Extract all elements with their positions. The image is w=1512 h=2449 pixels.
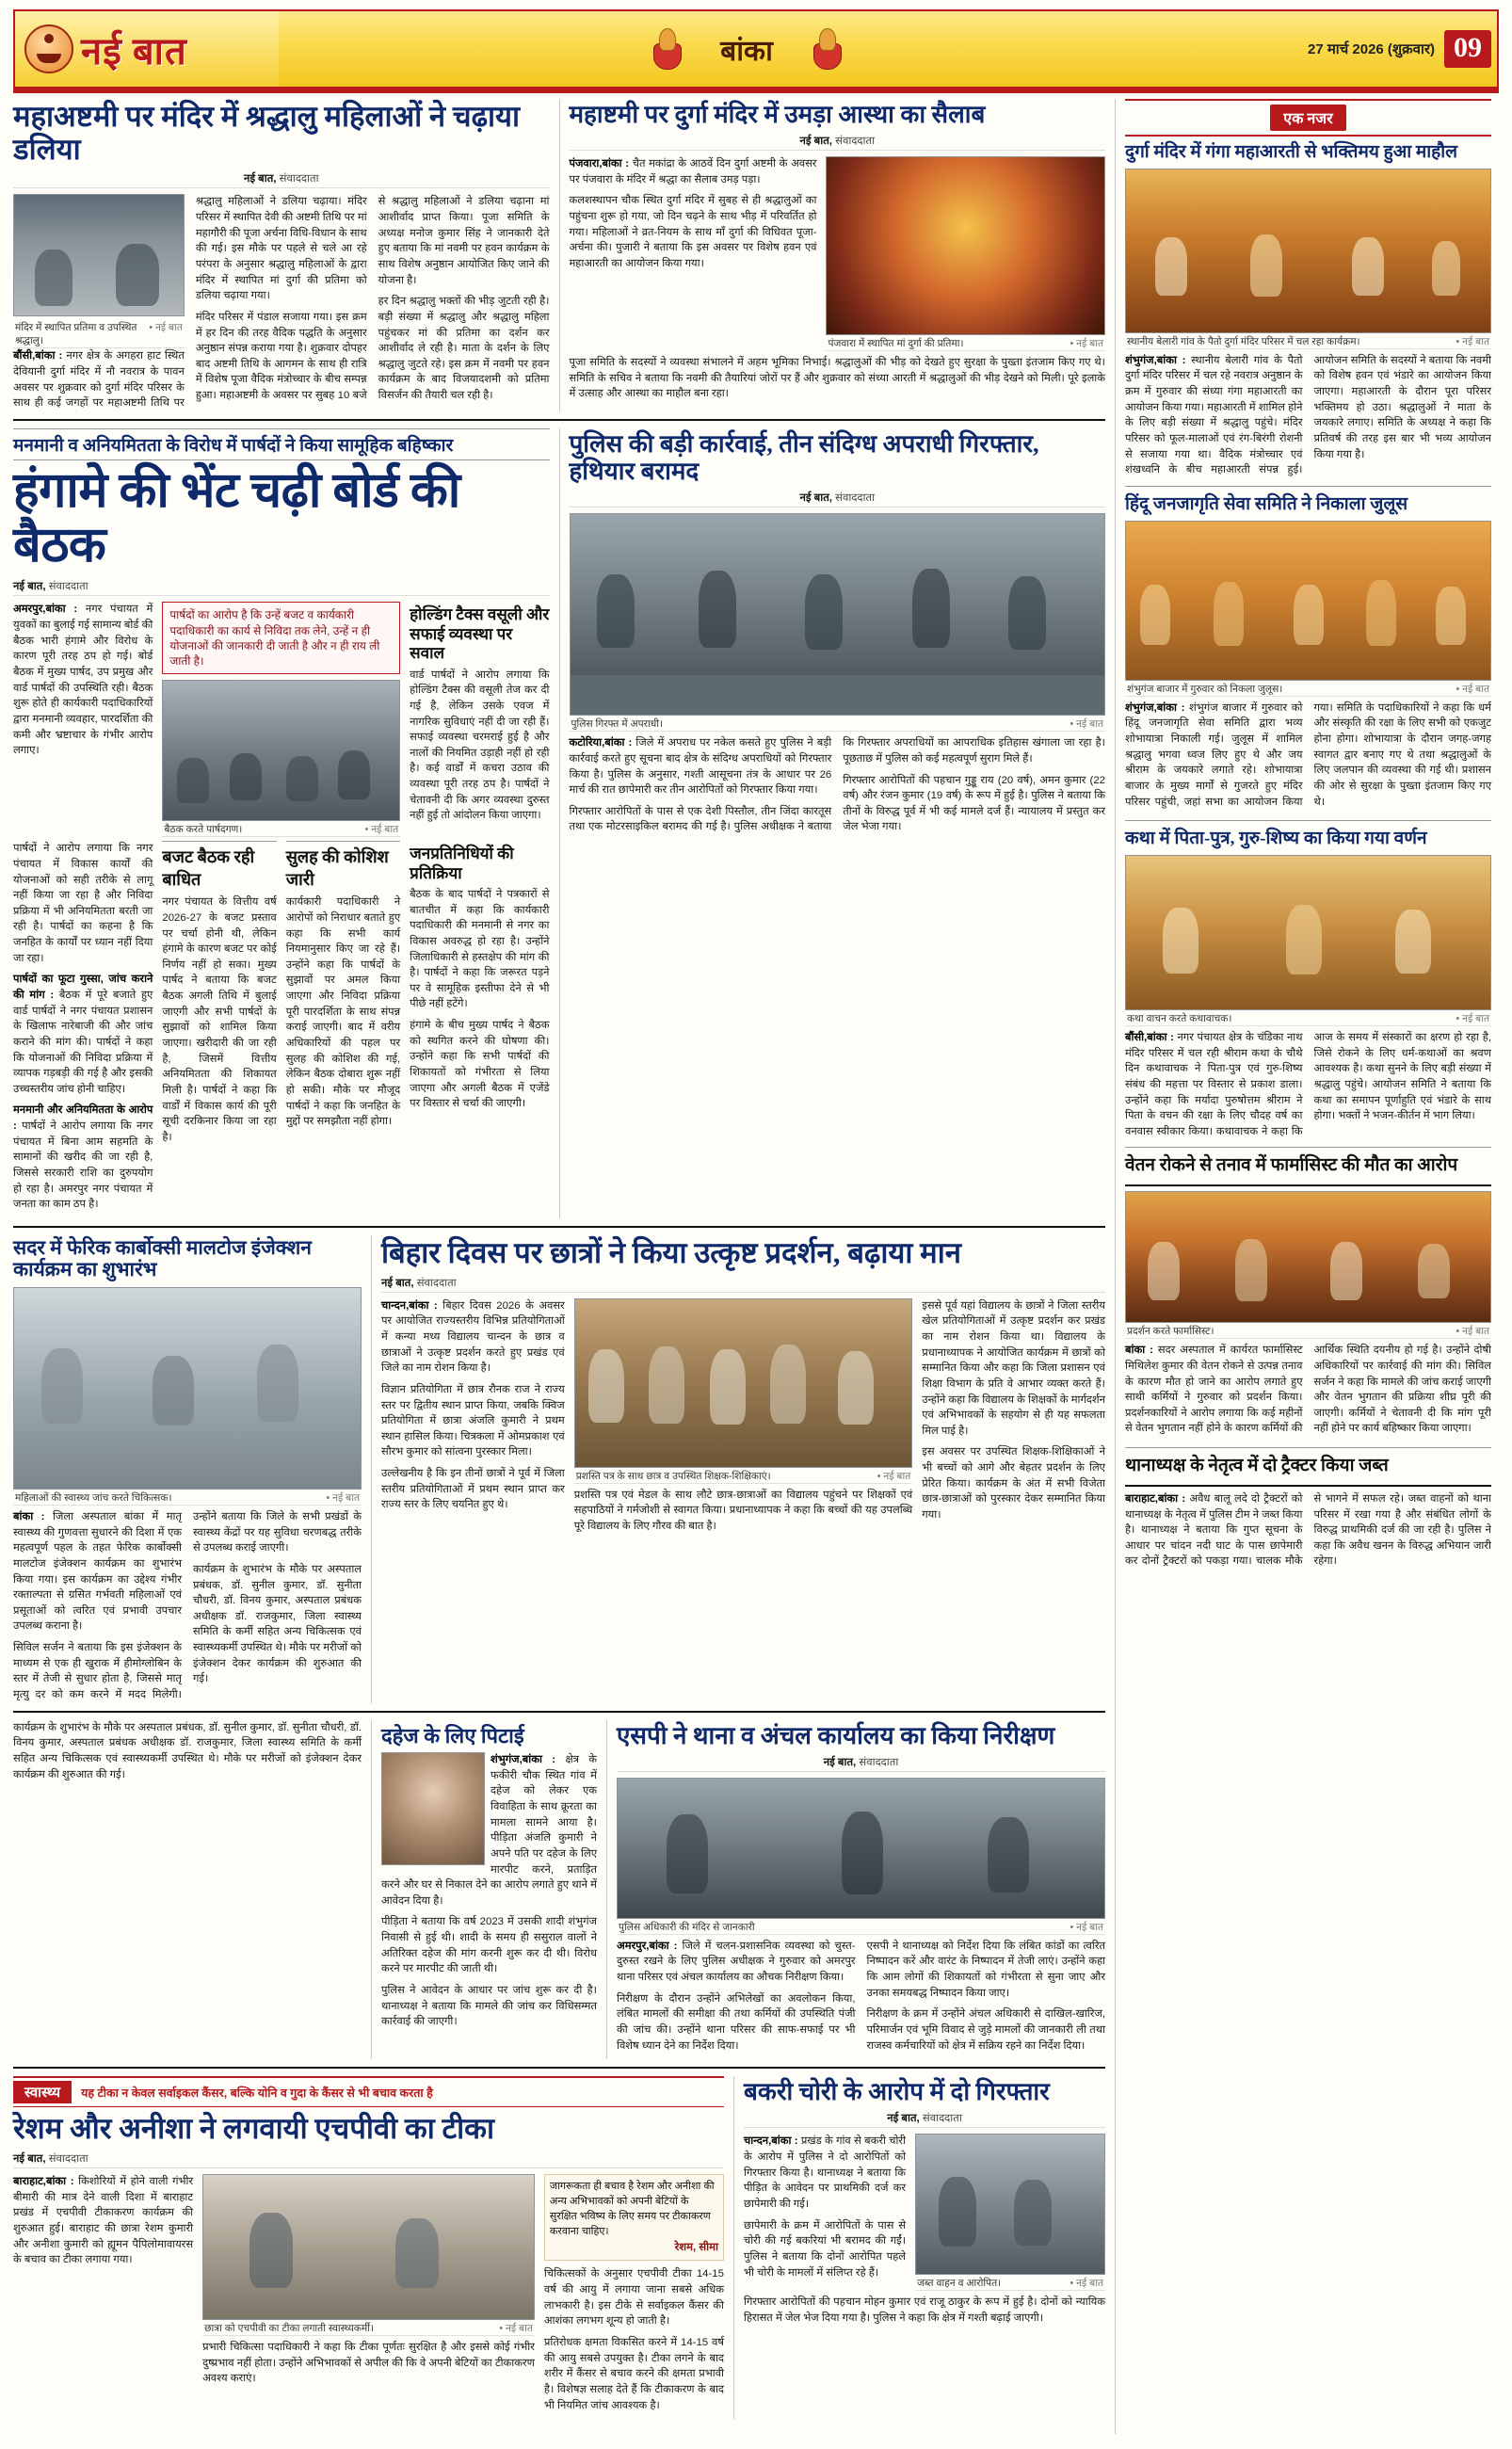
paragraph: नगर पंचायत के वित्तीय वर्ष 2026-27 के बजट प्रस्ताव पर चर्चा होनी थी, लेकिन हंगामे के कारण बजट पर कोई निर्णय नहीं हो सका। मुख्य पार्षद ने बताया कि बजट बैठक अगली तिथि में बुलाई जाएगी और सभी पार्षदों के सुझावों को शामिल किया जाएगा। खरीदारी की जा रही है, जिसमें वित्तीय अनियमितता की शिकायत मिली है। पार्षदों ने कहा कि वार्डों में विकास कार्य की पूरी सूची दरकिनार किया जा रहा है। bbox=[162, 896, 277, 1143]
paragraph: कलशस्थापन चौक स्थित दुर्गा मंदिर में सुबह से ही श्रद्धालुओं का पहुंचना शुरू हो गया, जो दिन चढ़ने के साथ भीड़ में परिवर्तित हो गया। महिलाओं ने व्रत-नियम के साथ माँ दुर्गा की विधिवत पूजा-अर्चना की। पुजारी ने बताया कि इस अवसर पर विशेष हवन एवं महाआरती का आयोजन किया गया। bbox=[569, 195, 817, 269]
paragraph: बौंसी,बांका : नगर क्षेत्र के अगहरा हाट स्थित देवियानी दुर्गा मंदिर में नौ नवरात्र के पावन अवसर पर शुक्रवार को दुर्गा मंदिर परिसर के साथ ही कई जगहों पर महाअष्टमी तिथि पर श्रद्धालु महिलाओं ने डलिया चढ़ाया। मंदिर परिसर में स्थापित देवी की अष्टमी तिथि पर मां महागौरी की पूजा अर्चना विधि-विधान के साथ की गई। इस मौके पर पहले से चले आ रहे परंपरा के अनुसार श्रद्धालु महिलाओं के द्वारा मंदिर में स्थापित मां दुर्गा की प्रतिमा को डलिया चढ़ाया गया। bbox=[13, 196, 367, 410]
third-section bbox=[13, 1235, 1105, 1713]
sidebox-title: सुलह की कोशिश जारी bbox=[285, 847, 389, 890]
paragraph: बैठक के बाद पार्षदों ने पत्रकारों से बातचीत में कहा कि कार्यकारी पदाधिकारी की मनमानी से नगर का विकास अवरुद्ध हो रहा है। उन्होंने जिलाधिकारी से हस्तक्षेप की मांग की है। पार्षदों ने कहा कि जरूरत पड़ने पर वे सामूहिक इस्तीफा देने से भी पीछे नहीं हटेंगे। bbox=[410, 889, 550, 1010]
article-body bbox=[570, 735, 1106, 838]
photo-caption: पुलिस गिरफ्त में अपराधी। • नई बात bbox=[570, 716, 1106, 732]
paragraph: उल्लेखनीय है कि इन तीनों छात्रों ने पूर्व में जिला स्तरीय प्रतियोगिताओं में प्रथम स्थान प्राप्त कर राज्य स्तर के लिए चयनित हुए थे। bbox=[381, 1468, 565, 1511]
byline: नई बात, संवाददाता bbox=[13, 579, 550, 596]
sidebox-reconciliation bbox=[286, 841, 400, 1151]
ek-nazar-column bbox=[1115, 99, 1491, 2434]
paragraph: अमरपुर,बांका : जिले में चलन-प्रशासनिक व्यवस्था को चुस्त-दुरुस्त रखने के लिए पुलिस अधीक्षक ने गुरुवार को अमरपुर थाना परिसर एवं अंचल कार्यालय का औचक निरीक्षण किया। bbox=[617, 1940, 856, 1984]
right-item-pharmacist bbox=[1125, 1155, 1491, 1448]
headline: हंगामे की भेंट चढ़ी बोर्ड की बैठक bbox=[13, 464, 460, 573]
photo-caption: महिलाओं की स्वास्थ्य जांच करते चिकित्सक। • नई बात bbox=[13, 1490, 362, 1506]
photo-caption: कथा वाचन करते कथावाचक। • नई बात bbox=[1125, 1010, 1491, 1026]
headline: वेतन रोकने से तनाव में फार्मासिस्ट की मौत का आरोप bbox=[1125, 1155, 1491, 1186]
byline: नई बात, संवाददाता bbox=[381, 1276, 1105, 1293]
paragraph: बाराहाट,बांका : किशोरियों में होने वाली गंभीर बीमारी की मात्र देने वाली दिशा में बाराहाट प्रखंड में एचपीवी टीकाकरण कार्यक्रम की शुरुआत हुई। बाराहाट की छात्रा रेशम कुमारी और अनीशा कुमारी को ह्यूमन पैपिलोमावायरस के बचाव का टीका लगाया गया। bbox=[13, 2175, 194, 2266]
sidebox-title: बजट बैठक रही बाधित bbox=[162, 847, 255, 890]
paragraph: गिरफ्तार आरोपितों की पहचान मोहन कुमार एवं राजू ठाकुर के रूप में हुई है। दोनों को न्यायिक हिरासत में जेल भेज दिया गया है। पुलिस ने कहा कि क्षेत्र में गश्ती बढ़ाई जाएगी। bbox=[744, 2296, 1105, 2325]
headline: रेशम और अनीशा ने लगवायी एचपीवी का टीका bbox=[13, 2112, 494, 2146]
article-photo bbox=[13, 1287, 362, 1490]
article-media bbox=[826, 156, 1105, 351]
article-sidetext bbox=[922, 1298, 1105, 1540]
photo-caption: जब्त वाहन व आरोपित। • नई बात bbox=[915, 2275, 1105, 2291]
paragraph: मनमानी और अनियमितता के आरोप : पार्षदों ने आरोप लगाया कि नगर पंचायत में बिना आम सहमति के सामानों की खरीद की जा रही है, जिससे सरकारी राशि का दुरुपयोग हो रहा है। अमरपुर नगर पंचायत में जनता का काम ठप है। bbox=[13, 1104, 153, 1211]
article-photo bbox=[202, 2174, 535, 2320]
paragraph: कटोरिया,बांका : जिले में अपराध पर नकेल कसते हुए पुलिस ने बड़ी कार्रवाई करते हुए सूचना बाद क्षेत्र के संदिग्ध अपराधियों को गिरफ्तार किया है। पुलिस के अनुसार, गश्ती आसूचना तंत्र के आधार पर 26 मार्च की रात छापेमारी कर तीन आरोपितों को गिरफ्तार किया गया। bbox=[569, 737, 832, 797]
article-dowry-beating bbox=[371, 1720, 597, 2060]
paragraph: गिरफ्तार आरोपितों के पास से एक देशी पिस्तौल, तीन जिंदा कारतूस तथा एक मोटरसाइकिल बरामद की गई है। पुलिस अधीक्षक ने बताया कि गिरफ्तार अपराधियों का आपराधिक इतिहास खंगाला जा रहा है। पूछताछ में पुलिस को कई महत्वपूर्ण सुराग मिले हैं। bbox=[569, 737, 1105, 833]
bottom-section bbox=[13, 2076, 1105, 2426]
byline: नई बात, संवाददाता bbox=[744, 2111, 1105, 2128]
photo-caption: प्रदर्शन करते फार्मासिस्ट। • नई बात bbox=[1125, 1323, 1491, 1339]
health-camp-continued bbox=[13, 1720, 362, 2060]
headline: महाअष्टमी पर मंदिर में श्रद्धालु महिलाओं ने चढ़ाया डलिया bbox=[13, 100, 521, 166]
paragraph: बाराहाट,बांका : अवैध बालू लदे दो ट्रैक्टरों को थानाध्यक्ष के नेतृत्व में पुलिस टीम ने जब्त किया है। थानाध्यक्ष ने बताया कि गुप्त सूचना के आधार पर चांदन नदी घाट के पास छापेमारी कर दोनों ट्रैक्टरों को पकड़ा गया। चालक मौके से भागने में सफल रहे। जब्त वाहनों को थाना परिसर में रखा गया है और संबंधित लोगों के विरुद्ध प्राथमिकी दर्ज की जा रही है। पुलिस ने कहा कि अवैध खनन के विरुद्ध अभियान जारी रहेगा। bbox=[1125, 1492, 1491, 1568]
photo-caption: पंजवारा में स्थापित मां दुर्गा की प्रतिमा। • नई बात bbox=[826, 335, 1105, 351]
paragraph: हंगामे के बीच मुख्य पार्षद ने बैठक को स्थगित करने की घोषणा की। उन्होंने कहा कि सभी पार्षदों की शिकायतों को गंभीरता से लिया जाएगा और अगली बैठक में एजेंडे पर विस्तार से चर्चा की जाएगी। bbox=[410, 1020, 550, 1110]
paragraph: इस अवसर पर उपस्थित शिक्षक-शिक्षिकाओं ने भी बच्चों को आगे और बेहतर प्रदर्शन के लिए प्रेरित किया। कार्यक्रम के अंत में सभी विजेता छात्र-छात्राओं को पुरस्कार देकर सम्मानित किया गया। bbox=[922, 1446, 1105, 1521]
article-photo bbox=[13, 194, 185, 316]
paragraph: बांका : जिला अस्पताल बांका में मातृ स्वास्थ्य की गुणवत्ता सुधारने की दिशा में एक महत्वपूर्ण पहल के तहत फेरिक कार्बोक्सी मालटोज इंजेक्शन कार्यक्रम का शुभारंभ किया गया। इस कार्यक्रम का उद्देश्य गंभीर रक्ताल्पता से ग्रसित गर्भवती महिलाओं एवं प्रसूताओं को त्वरित एवं प्रभावी उपचार उपलब्ध कराना है। bbox=[13, 1510, 182, 1633]
article-photo bbox=[381, 1752, 485, 1865]
article-sidetext bbox=[544, 2174, 724, 2419]
right-item-tractor-seized bbox=[1125, 1456, 1491, 1580]
paragraph: अमरपुर,बांका : नगर पंचायत में युवकों का बुलाई गई सामान्य बोर्ड की बैठक भारी हंगामे और विरोध के कारण पूरी तरह ठप हो गई। बोर्ड बैठक में मुख्य पार्षद, उप प्रमुख और वार्ड पार्षदों की उपस्थिति रही। बैठक शुरू होते ही कार्यकारी पदाधिकारियों द्वारा मनमानी व्यवहार, पारदर्शिता की कमी और भ्रष्टाचार के गंभीर आरोप लगाए। bbox=[13, 604, 153, 757]
section-strip bbox=[13, 2076, 724, 2107]
sideboxes bbox=[162, 841, 400, 1218]
article-ferric-injection bbox=[13, 1235, 362, 1703]
photo-caption: पुलिस अधिकारी की मंदिर से जानकारी • नई बात bbox=[617, 1919, 1105, 1935]
headline: कथा में पिता-पुत्र, गुरु-शिष्य का किया गया वर्णन bbox=[1125, 829, 1427, 849]
main-columns bbox=[13, 99, 1105, 2434]
ek-nazar-label: एक नजर bbox=[1270, 105, 1345, 131]
photo-caption: मंदिर में स्थापित प्रतिमा व उपस्थित श्रद्धालु। • नई बात bbox=[13, 319, 185, 348]
article-body bbox=[13, 1509, 362, 1703]
fourth-section bbox=[13, 1720, 1105, 2070]
paragraph: वार्ड पार्षदों ने आरोप लगाया कि होल्डिंग टैक्स की वसूली तेज कर दी गई है, लेकिन उसके एवज में नागरिक सुविधाएं नहीं दी जा रही हैं। सफाई व्यवस्था चरमराई हुई है और नालों की नियमित उड़ाही नहीं हो रही है। कई वार्डों में कचरा उठाव की व्यवस्था पूरी तरह ठप है। पार्षदों ने चेतावनी दी कि अगर व्यवस्था दुरुस्त नहीं हुई तो आंदोलन किया जाएगा। bbox=[410, 669, 550, 822]
headline: पुलिस की बड़ी कार्रवाई, तीन संदिग्ध अपराधी गिरफ्तार, हथियार बरामद bbox=[569, 430, 1039, 486]
headline: दहेज के लिए पिटाई bbox=[381, 1723, 524, 1748]
headline: एसपी ने थाना व अंचल कार्यालय का किया निरीक्षण bbox=[617, 1721, 1055, 1749]
byline: नई बात, संवाददाता bbox=[617, 1755, 1105, 1772]
edition-name: बांका bbox=[720, 35, 773, 67]
kicker: मनमानी व अनियमितता के विरोध में पार्षदों ने किया सामूहिक बहिष्कार bbox=[13, 436, 454, 456]
right-item-katha bbox=[1125, 829, 1491, 1148]
byline: नई बात, संवाददाता bbox=[570, 134, 1106, 151]
right-item-julus bbox=[1125, 494, 1491, 821]
photo-caption: शंभुगंज बाजार में गुरुवार को निकला जुलूस। • नई बात bbox=[1125, 681, 1491, 697]
article-text bbox=[381, 1298, 565, 1540]
paragraph: कार्यकारी पदाधिकारी ने आरोपों को निराधार बताते हुए कहा कि सभी कार्य नियमानुसार किए जा रहे हैं। उन्होंने कहा कि पार्षदों के सुझावों पर अमल किया जाएगा और निविदा प्रक्रिया पूरी पारदर्शिता के साथ संपन्न कराई जाएगी। बाद में वरीय अधिकारियों की पहल पर सुलह की कोशिश की गई, लेकिन बैठक दोबारा शुरू नहीं हो सकी। मौके पर मौजूद पार्षदों ने कहा कि जनहित के मुद्दों पर समझौता नहीं होगा। bbox=[285, 896, 401, 1128]
article-goat-theft bbox=[733, 2076, 1105, 2419]
headline: हिंदू जनजागृति सेवा समिति ने निकाला जुलूस bbox=[1125, 493, 1408, 514]
paragraph: कार्यक्रम के शुभारंभ के मौके पर अस्पताल प्रबंधक, डॉ. सुनील कुमार, डॉ. सुनीता चौधरी, डॉ. विनय कुमार, अस्पताल प्रबंधक अधीक्षक डॉ. राजकुमार, जिला स्वास्थ्य समिति के कर्मी सहित अन्य चिकित्सक एवं स्वास्थ्यकर्मी उपस्थित थे। मौके पर मरीजों को इंजेक्शन देकर कार्यक्रम की शुरुआत की गई। bbox=[193, 1563, 362, 1685]
subhead: जनप्रतिनिधियों की प्रतिक्रिया bbox=[410, 845, 514, 882]
paragraph: निरीक्षण के क्रम में उन्होंने अंचल अधिकारी से दाखिल-खारिज, परिमार्जन एवं भूमि विवाद से जुड़े मामलों की जानकारी ली तथा राजस्व कर्मचारियों को क्षेत्र में सक्रिय रहने का निर्देश दिया। bbox=[866, 2008, 1105, 2052]
article-photo bbox=[826, 156, 1105, 335]
quote-text: जागरूकता ही बचाव है रेशम और अनीशा की अन्य अभिभावकों को अपनी बेटियों के सुरक्षित भविष्य के लिए समय पर टीकाकरण करवाना चाहिए। bbox=[549, 2180, 715, 2237]
article-durga-mandir-aastha bbox=[559, 99, 1106, 411]
right-item-ganga-aarti bbox=[1125, 142, 1491, 487]
article-text bbox=[744, 2134, 906, 2291]
paragraph: बौंसी,बांका : नगर पंचायत क्षेत्र के चंडिका नाथ मंदिर परिसर में चल रही श्रीराम कथा के चौथे दिन कथावाचक ने पिता-पुत्र एवं गुरु-शिष्य संबंध की महत्ता पर विस्तार से प्रकाश डाला। उन्होंने कहा कि मर्यादा पुरुषोत्तम श्रीराम ने पिता के वचन की रक्षा के लिए चौदह वर्ष का वनवास स्वीकार किया। कथावाचक ने कहा कि आज के समय में संस्कारों का क्षरण हो रहा है, जिसे रोकने के लिए धर्म-कथाओं का श्रवण आवश्यक है। कथा सुनने के लिए बड़ी संख्या में श्रद्धालु पहुंचे। आयोजन समिति ने बताया कि कथा का समापन पूर्णाहुति एवं भंडारे के साथ होगा। भक्तों ने भजन-कीर्तन में भाग लिया। bbox=[1125, 1032, 1491, 1137]
headline: बकरी चोरी के आरोप में दो गिरफ्तार bbox=[744, 2078, 1050, 2106]
article-text bbox=[13, 2174, 193, 2419]
quote-box bbox=[544, 2174, 724, 2261]
paragraph: पूजा समिति के सदस्यों ने व्यवस्था संभालने में अहम भूमिका निभाई। श्रद्धालुओं की भीड़ को देखते हुए सुरक्षा के पुख्ता इंतजाम किए गए थे। समिति के सचिव ने बताया कि नवमी की तैयारियां जोरों पर हैं और शुक्रवार को संध्या आरती में श्रद्धालुओं की भीड़ देखने को मिली। पूरे इलाके में उत्साह और आस्था का माहौल बना रहा। bbox=[569, 357, 1105, 400]
article-photo bbox=[162, 680, 400, 821]
article-subhead-col bbox=[410, 602, 549, 837]
article-media bbox=[915, 2134, 1105, 2291]
article-text bbox=[13, 602, 153, 837]
page-number: 09 bbox=[1444, 30, 1491, 68]
article-board-meeting bbox=[13, 428, 550, 1218]
article-text bbox=[13, 841, 153, 1218]
article-hpv-vaccine bbox=[13, 2076, 724, 2419]
paragraph: चान्दन,बांका : बिहार दिवस 2026 के अवसर पर आयोजित राज्यस्तरीय विभिन्न प्रतियोगिताओं में कन्या मध्य विद्यालय चान्दन के छात्र व छात्राओं ने उत्कृष्ट प्रदर्शन करते हुए प्रखंड एवं जिले का नाम रोशन किया है। bbox=[381, 1299, 565, 1375]
article-media bbox=[162, 602, 400, 837]
byline: नई बात, संवाददाता bbox=[13, 2151, 724, 2168]
publication-date: 27 मार्च 2026 (शुक्रवार) bbox=[1307, 41, 1435, 57]
headline: बिहार दिवस पर छात्रों ने किया उत्कृष्ट प्रदर्शन, बढ़ाया मान bbox=[381, 1235, 961, 1269]
paragraph: शंभुगंज,बांका : क्षेत्र के फकीरी चौक स्थित गांव में दहेज को लेकर एक विवाहिता के साथ क्रूरता का मामला सामने आया है। पीड़िता अंजलि कुमारी ने अपने पति पर दहेज के लिए मारपीट करने, प्रताड़ित करने और घर से निकाल देने का आरोप लगाते हुए थाने में आवेदन दिया है। bbox=[381, 1754, 597, 1907]
paragraph: छापेमारी के क्रम में आरोपितों के पास से चोरी की गई बकरियां भी बरामद की गईं। पुलिस ने बताया कि दोनों आरोपित पहले भी चोरी के मामलों में संलिप्त रहे हैं। bbox=[744, 2219, 907, 2279]
paragraph: विज्ञान प्रतियोगिता में छात्र रौनक राज ने राज्य स्तर पर द्वितीय स्थान प्राप्त किया, जबकि क्विज प्रतियोगिता में छात्रा अंजलि कुमारी ने प्रथम स्थान हासिल किया। चित्रकला में ओमप्रकाश एवं सौरभ कुमार को सांत्वना पुरस्कार मिला। bbox=[381, 1383, 565, 1458]
middle-section bbox=[13, 428, 1105, 1228]
article-photo bbox=[574, 1298, 913, 1468]
paragraph: चिकित्सकों के अनुसार एचपीवी टीका 14-15 वर्ष की आयु में लगाया जाना सबसे अधिक लाभकारी है। इस टीके से सर्वाइकल कैंसर की आशंका लगभग शून्य हो जाती है। bbox=[543, 2268, 724, 2328]
article-photo bbox=[617, 1778, 1105, 1919]
article-media bbox=[574, 1298, 913, 1540]
article-photo bbox=[1125, 1191, 1491, 1323]
paragraph: शंभुगंज,बांका : स्थानीय बेलारी गांव के पैतो दुर्गा मंदिर परिसर में चल रहे नवरात्र अनुष्ठान के क्रम में गुरुवार की संध्या गंगा महाआरती का आयोजन किया गया। महाआरती में शामिल होने के लिए बड़ी संख्या में श्रद्धालु पहुंचे। मंदिर परिसर को फूल-मालाओं एवं रंग-बिरंगी रोशनी से सजाया गया था। वैदिक मंत्रोच्चार एवं शंखध्वनि के बीच महाआरती संपन्न हुई। आयोजन समिति के सदस्यों ने बताया कि नवमी को विशेष हवन एवं भंडारे का आयोजन किया जाएगा। महाआरती के दौरान पूरा परिसर भक्तिमय हो उठा। श्रद्धालुओं ने माता के जयकारे लगाए। समिति के अध्यक्ष ने कहा कि प्रतिवर्ष की तरह इस बार भी भव्य आयोजन किया गया है। bbox=[1125, 354, 1491, 476]
headline: थानाध्यक्ष के नेतृत्व में दो ट्रैक्टर किया जब्त bbox=[1125, 1456, 1491, 1487]
paragraph: बांका : सदर अस्पताल में कार्यरत फार्मासिस्ट मिथिलेश कुमार की वेतन रोकने से उत्पन्न तनाव के कारण मौत हो जाने का आरोप लगाते हुए साथी कर्मियों ने गुरुवार को प्रदर्शन किया। प्रदर्शनकारियों ने आरोप लगाया कि कई महीनों से वेतन भुगतान नहीं होने के कारण कर्मियों की आर्थिक स्थिति दयनीय हो गई है। उन्होंने दोषी अधिकारियों पर कार्रवाई की मांग की। सिविल सर्जन ने कहा कि मामले की जांच कराई जाएगी और वेतन भुगतान की प्रक्रिया शीघ्र पूरी की जाएगी। कर्मियों ने चेतावनी दी कि मांग पूरी नहीं होने पर कार्य बहिष्कार किया जाएगा। bbox=[1125, 1345, 1491, 1435]
article-photo bbox=[570, 513, 1106, 716]
masthead-right bbox=[1214, 11, 1497, 87]
kalash-icon bbox=[651, 28, 683, 70]
article-photo bbox=[1125, 855, 1491, 1010]
sidebox-budget bbox=[162, 841, 276, 1151]
brand-logo-icon bbox=[24, 24, 73, 73]
masthead-rule bbox=[13, 89, 1499, 93]
article-sp-inspection bbox=[606, 1720, 1105, 2060]
paragraph: सिविल सर्जन ने बताया कि इस इंजेक्शन के माध्यम से एक ही खुराक में हीमोग्लोबिन के स्तर में तेजी से सुधार होता है, जिससे मातृ मृत्यु दर को कम करने में मदद मिलेगी। उन्होंने बताया कि जिले के सभी प्रखंडों के स्वास्थ्य केंद्रों पर यह सुविधा चरणबद्ध तरीके से उपलब्ध कराई जाएगी। bbox=[13, 1510, 362, 1701]
headline: महाष्टमी पर दुर्गा मंदिर में उमड़ा आस्था का सैलाब bbox=[569, 101, 986, 128]
article-photo bbox=[1125, 521, 1491, 681]
article-bihar-diwas-students bbox=[371, 1235, 1105, 1703]
kicker-box: पार्षदों का आरोप है कि उन्हें बजट व कार्यकारी पदाधिकारी का कार्य से निविदा तक लेने, उन्हें न ही योजनाओं की जानकारी दी जाती है और न ही राय ली जाती है। bbox=[162, 602, 400, 674]
top-section bbox=[13, 99, 1105, 421]
paragraph: प्रतिरोधक क्षमता विकसित करने में 14-15 वर्ष की आयु सबसे उपयुक्त है। टीका लगने के बाद शरीर में कैंसर से बचाव करने की क्षमता प्रभावी है। विशेषज्ञ सलाह देते हैं कि टीकाकरण के बाद भी नियमित जांच आवश्यक है। bbox=[543, 2336, 724, 2411]
article-police-action bbox=[559, 428, 1106, 1218]
article-mahaashtami-dalia bbox=[13, 99, 550, 411]
byline: नई बात, संवाददाता bbox=[570, 491, 1106, 508]
paragraph: पुलिस ने आवेदन के आधार पर जांच शुरू कर दी है। थानाध्यक्ष ने बताया कि मामले की जांच कर विधिसम्मत कार्रवाई की जाएगी। bbox=[381, 1985, 597, 2028]
photo-caption: प्रशस्ति पत्र के साथ छात्र व उपस्थित शिक्षक-शिक्षिकाएं। • नई बात bbox=[574, 1468, 913, 1484]
paragraph: गिरफ्तार आरोपितों की पहचान गुड्डू राय (20 वर्ष), अमन कुमार (22 वर्ष) और रंजन कुमार (19 वर्ष) के रूप में हुई है। पुलिस ने बताया कि तीनों के विरुद्ध पूर्व में भी कई मामले दर्ज हैं। न्यायालय में प्रस्तुत कर जेल भेजा गया। bbox=[843, 774, 1105, 833]
headline: सदर में फेरिक कार्बोक्सी मालटोज इंजेक्शन कार्यक्रम का शुभारंभ bbox=[13, 1235, 312, 1281]
paragraph: मंदिर परिसर में पंडाल सजाया गया। इस क्रम में हर दिन की तरह वैदिक पद्धति के अनुसार अनुष्ठान संपन्न कराया गया है। शुक्रवार दोपहर बाद अष्टमी तिथि के आगमन के साथ ही रात्रि में विशेष पूजा वैदिक मंत्रोच्चार के बीच सम्पन्न हुआ। महाअष्टमी के अवसर पर सुबह 10 बजे से श्रद्धालु महिलाओं ने डलिया चढ़ाना मां आशीर्वाद प्राप्त किया। पूजा समिति के अध्यक्ष मनोज कुमार सिंह ने जानकारी देते हुए बताया कि मां नवमी पर हवन कार्यक्रम के साथ विशेष अनुष्ठान आयोजित किए जाने की योजना है। bbox=[195, 196, 550, 402]
brand-name: नई बात bbox=[81, 29, 187, 73]
paragraph: पंजवारा,बांका : चैत मकांद्रा के आठवें दिन दुर्गा अष्टमी के अवसर पर पंजवारा के मंदिर में श्रद्धा का सैलाब उमड़ पड़ा। bbox=[569, 158, 817, 185]
section-note: यह टीका न केवल सर्वाइकल कैंसर, बल्कि योनि व गुदा के कैंसर से भी बचाव करता है bbox=[81, 2086, 433, 2100]
photo-caption: स्थानीय बेलारी गांव के पैतो दुर्गा मंदिर परिसर में चल रहा कार्यक्रम। • नई बात bbox=[1125, 333, 1491, 349]
photo-caption: बैठक करते पार्षदगण। • नई बात bbox=[162, 821, 400, 837]
subhead: होल्डिंग टैक्स वसूली और सफाई व्यवस्था पर सवाल bbox=[410, 605, 550, 663]
headline: दुर्गा मंदिर में गंगा महाआरती से भक्तिमय हुआ माहौल bbox=[1125, 142, 1458, 162]
paragraph: शंभुगंज,बांका : शंभुगंज बाजार में गुरुवार को हिंदू जनजागृति सेवा समिति द्वारा भव्य शोभायात्रा निकाली गई। जुलूस में शामिल श्रद्धालु भगवा ध्वज लिए हुए थे और जय श्रीराम के जयकारे लगाते रहे। शोभायात्रा बाजार के मुख्य मार्गों से गुजरते हुए मंदिर परिसर पहुंची, जहां सभा का आयोजन किया गया। समिति के पदाधिकारियों ने कहा कि धर्म और संस्कृति की रक्षा के लिए सभी को एकजुट होना होगा। शोभायात्रा के दौरान जगह-जगह स्वागत द्वार बनाए गए थे तथा श्रद्धालुओं के लिए जलपान की व्यवस्था की गई थी। प्रशासन की ओर से सुरक्षा के पुख्ता इंतजाम किए गए थे। bbox=[1125, 701, 1491, 808]
paragraph: एसपी ने थानाध्यक्ष को निर्देश दिया कि लंबित कांडों का त्वरित निष्पादन करें और वारंट के निष्पादन में तेजी लाएं। उन्होंने कहा कि आम लोगों की शिकायतों को गंभीरता से सुना जाए और उनका समयबद्ध निष्पादन किया जाए। bbox=[866, 1940, 1105, 1999]
paragraph: हर दिन श्रद्धालु भक्तों की भीड़ जुटती रही है। बड़ी संख्या में श्रद्धालु और श्रद्धालु महिला पहुंचकर मां की प्रतिमा का दर्शन कर आशीर्वाद ले रही है। माता के दर्शन के लिए श्रद्धालु जुटते रहे। इस क्रम में नवमी पर हवन कार्यक्रम के बाद विजयादशमी को प्रतिमा विसर्जन की तैयारी चल रही है। bbox=[378, 296, 550, 402]
masthead bbox=[13, 9, 1499, 89]
page-content bbox=[13, 99, 1499, 2434]
paragraph: चान्दन,बांका : प्रखंड के गांव से बकरी चोरी के आरोप में पुलिस ने दो आरोपितों को गिरफ्तार किया है। थानाध्यक्ष ने बताया कि पीड़ित के आवेदन पर प्राथमिकी दर्ज कर छापेमारी की गई। bbox=[744, 2135, 907, 2210]
article-subhead-col bbox=[410, 841, 549, 1218]
article-photo bbox=[915, 2134, 1105, 2275]
article-photo bbox=[1125, 169, 1491, 333]
article-body bbox=[617, 1939, 1105, 2059]
byline: नई बात, संवाददाता bbox=[13, 171, 550, 188]
quote-author: रेशम, सीमा bbox=[674, 2241, 718, 2253]
paragraph: कार्यक्रम के शुभारंभ के मौके पर अस्पताल प्रबंधक, डॉ. सुनील कुमार, डॉ. सुनीता चौधरी, डॉ. विनय कुमार, अस्पताल प्रबंधक अधीक्षक डॉ. राजकुमार, जिला स्वास्थ्य समिति के कर्मी सहित अन्य चिकित्सक एवं स्वास्थ्यकर्मी उपस्थित थे। मौके पर मरीजों को इंजेक्शन देकर कार्यक्रम की शुरुआत की गई। bbox=[13, 1721, 362, 1780]
paragraph: निरीक्षण के दौरान उन्होंने अभिलेखों का अवलोकन किया, लंबित मामलों की समीक्षा की तथा कर्मियों की उपस्थिति पंजी की जांच की। उन्होंने थाना परिसर की साफ-सफाई पर भी विशेष ध्यान देने का निर्देश दिया। bbox=[617, 1992, 856, 2052]
masthead-logo bbox=[15, 11, 279, 87]
paragraph: प्रभारी चिकित्सा पदाधिकारी ने कहा कि टीका पूर्णतः सुरक्षित है और इससे कोई गंभीर दुष्प्रभाव नहीं होता। उन्होंने अभिभावकों से अपील की कि वे अपनी बेटियों का टीकाकरण अवश्य कराएं। bbox=[202, 2341, 535, 2385]
paragraph: प्रशस्ति पत्र एवं मेडल के साथ लौटे छात्र-छात्राओं का विद्यालय पहुंचने पर शिक्षकों एवं सहपाठियों ने गर्मजोशी से स्वागत किया। प्रधानाध्यापक ने कहा कि बच्चों की यह उपलब्धि पूरे विद्यालय के लिए गौरव की बात है। bbox=[573, 1489, 913, 1532]
article-body bbox=[13, 194, 550, 411]
paragraph: इससे पूर्व यहां विद्यालय के छात्रों ने जिला स्तरीय खेल प्रतियोगिताओं में उत्कृष्ट प्रदर्शन कर प्रखंड का नाम रोशन किया था। विद्यालय के प्रधानाध्यापक ने आयोजित कार्यक्रम में छात्रों को सम्मानित किया और कहा कि जिला प्रशासन एवं शिक्षा विभाग के प्रति वे आभार व्यक्त करते हैं। उन्होंने कहा कि विद्यालय के शिक्षकों के मार्गदर्शन एवं अभिभावकों के सहयोग से ही यह सफलता मिल पाई है। bbox=[922, 1299, 1105, 1437]
paragraph: पीड़िता ने बताया कि वर्ष 2023 में उसकी शादी शंभुगंज निवासी से हुई थी। शादी के समय ही ससुराल वालों ने अतिरिक्त दहेज की मांग करनी शुरू कर दी थी। विरोध करने पर मारपीट की जाती थी। bbox=[381, 1916, 597, 1975]
photo-caption: छात्रा को एचपीवी का टीका लगाती स्वास्थ्यकर्मी। • नई बात bbox=[202, 2320, 535, 2336]
article-media bbox=[202, 2174, 535, 2419]
ek-nazar-header bbox=[1125, 99, 1491, 137]
paragraph: पार्षदों ने आरोप लगाया कि नगर पंचायत में विकास कार्यों की योजनाओं को सही तरीके से लागू नहीं किया जा रहा है और निविदा प्रक्रिया में भी अनियमितता बरती जा रही है। पार्षदों का कहना है कि जनहित के कार्यों पर ध्यान नहीं दिया जा रहा। bbox=[13, 843, 153, 964]
paragraph: पार्षदों का फूटा गुस्सा, जांच कराने की मांग : बैठक में पूरे बजाते हुए वार्ड पार्षदों ने नगर पंचायत प्रशासन के खिलाफ नारेबाजी की और जांच कराने की मांग की। पार्षदों ने कहा कि योजनाओं की निविदा प्रक्रिया में व्यापक गड़बड़ी की गई है और इसकी उच्चस्तरीय जांच होनी चाहिए। bbox=[13, 974, 153, 1095]
article-text bbox=[570, 156, 817, 351]
section-label: स्वास्थ्य bbox=[13, 2081, 72, 2103]
kalash-icon bbox=[811, 28, 843, 70]
masthead-center bbox=[279, 11, 1214, 87]
